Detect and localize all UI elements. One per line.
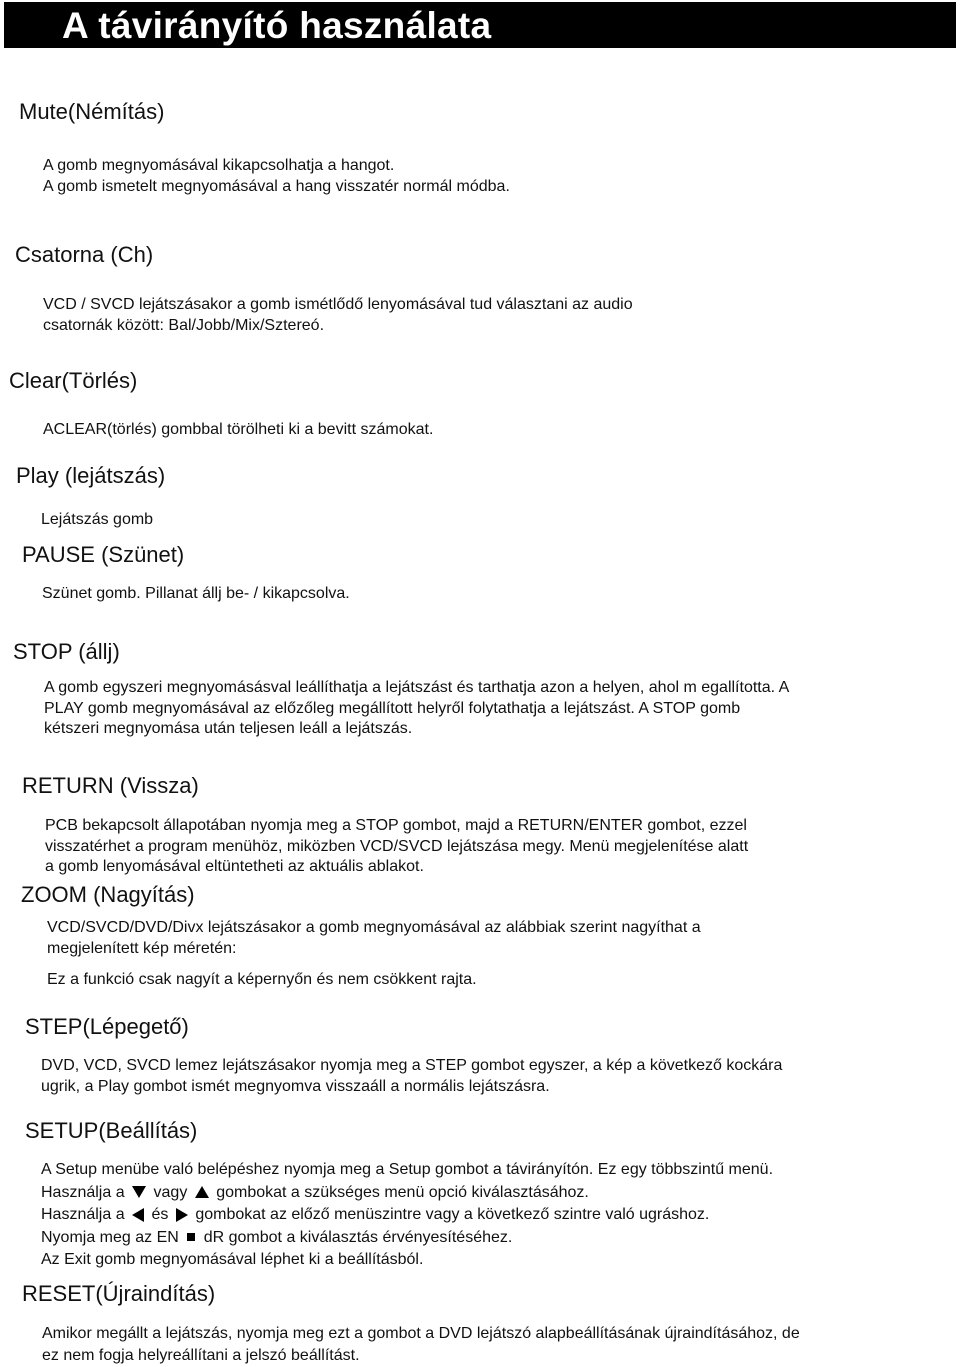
section-heading-stop: STOP (állj) xyxy=(13,639,120,664)
text-line: PCB bekapcsolt állapotában nyomja meg a STOP gombot, majd a RETURN/ENTER gombot, ezzel xyxy=(45,817,747,834)
text-fragment: Nyomja meg az EN xyxy=(41,1228,179,1246)
section-heading-zoom: ZOOM (Nagyítás) xyxy=(21,882,195,907)
zoom-note: Ez a funkció csak nagyít a képernyőn és nem csökkent rajta. xyxy=(47,971,477,988)
text-line: Amikor megállt a lejátszás, nyomja meg ezt a gombot a DVD lejátszó alapbeállításának újraindításához, de xyxy=(42,1325,800,1342)
text-line: A gomb megnyomásával kikapcsolhatja a hangot. xyxy=(43,157,395,174)
triangle-left-icon xyxy=(132,1208,144,1222)
section-text-setup xyxy=(41,1159,773,1272)
triangle-up-icon xyxy=(195,1186,209,1198)
text-fragment: gombokat az előző menüszintre vagy a következő szintre való ugráshoz. xyxy=(195,1206,710,1223)
title-banner xyxy=(4,2,956,48)
section-heading-channel: Csatorna (Ch) xyxy=(15,242,154,267)
section-heading-clear: Clear(Törlés) xyxy=(9,368,138,393)
section-text-return xyxy=(45,816,748,878)
section-text-step xyxy=(41,1056,782,1097)
text-line: PLAY gomb megnyomásával az előzőleg megállított helyről folytathatja a lejátszást. A STOP gomb xyxy=(44,699,741,717)
section-text-channel xyxy=(43,295,633,336)
section-text-zoom xyxy=(47,918,701,959)
section-heading-pause: PAUSE (Szünet) xyxy=(22,542,185,567)
text-line: csatornák között: Bal/Jobb/Mix/Sztereó. xyxy=(43,316,325,334)
triangle-right-icon xyxy=(176,1208,188,1222)
page-title: A távirányító használata xyxy=(62,5,492,46)
text-line xyxy=(41,1182,773,1205)
text-fragment: Használja a xyxy=(41,1206,125,1223)
section-text-pause xyxy=(42,584,350,605)
section-text-reset xyxy=(42,1323,800,1367)
text-line xyxy=(41,1204,773,1227)
text-line: A gomb egyszeri megnyomásásval leállíthatja a lejátszást és tarthatja azon a helyen, ahol m egallította. A xyxy=(44,679,790,696)
text-line: VCD / SVCD lejátszásakor a gomb ismétlődő lenyomásával tud választani az audio xyxy=(43,296,633,313)
text-line xyxy=(41,1227,773,1250)
text-fragment: és xyxy=(151,1206,169,1223)
text-line: Az Exit gomb megnyomásával léphet ki a beállításból. xyxy=(41,1251,424,1268)
text-line: Lejátszás gomb xyxy=(41,511,154,528)
text-fragment: gombokat a szükséges menü opció kiválasztásához. xyxy=(216,1183,589,1201)
text-fragment: Használja a xyxy=(41,1183,125,1201)
text-line: ez nem fogja helyreállítani a jelszó beállítást. xyxy=(42,1347,360,1364)
section-heading-reset: RESET(Újraindítás) xyxy=(22,1281,216,1306)
text-fragment: vagy xyxy=(153,1183,188,1201)
section-heading-return: RETURN (Vissza) xyxy=(22,773,199,798)
text-line: ACLEAR(törlés) gombbal törölheti ki a bevitt számokat. xyxy=(43,421,434,438)
triangle-down-icon xyxy=(132,1186,146,1198)
text-line: DVD, VCD, SVCD lemez lejátszásakor nyomja meg a STEP gombot egyszer, a kép a következő kockára xyxy=(41,1057,783,1074)
text-line: A gomb ismetelt megnyomásával a hang visszatér normál módba. xyxy=(43,177,510,195)
section-text-clear xyxy=(43,420,433,441)
text-line: ugrik, a Play gombot ismét megnyomva visszaáll a normális lejátszásra. xyxy=(41,1077,550,1095)
text-line: VCD/SVCD/DVD/Divx lejátszásakor a gomb megnyomásával az alábbiak szerint nagyíthat a xyxy=(47,919,701,936)
text-line: Szünet gomb. Pillanat állj be- / kikapcsolva. xyxy=(42,585,350,602)
text-line: a gomb lenyomásával eltüntetheti az aktuális ablakot. xyxy=(45,858,424,875)
section-text-play xyxy=(41,510,153,531)
section-text-stop xyxy=(44,678,789,740)
text-line: megjelenített kép méretén: xyxy=(47,939,237,957)
text-line: A Setup menübe való belépéshez nyomja meg a Setup gombot a távirányítón. Ez egy többszintű menü. xyxy=(41,1161,774,1178)
section-heading-step: STEP(Lépegető) xyxy=(25,1014,189,1039)
section-heading-play: Play (lejátszás) xyxy=(16,463,166,488)
section-heading-mute: Mute(Némítás) xyxy=(19,99,165,124)
section-heading-setup: SETUP(Beállítás) xyxy=(25,1118,198,1143)
text-line: kétszeri megnyomása után teljesen leáll a lejátszás. xyxy=(44,720,413,737)
text-fragment: dR gombot a kiválasztás érvényesítéséhez. xyxy=(203,1228,513,1246)
stop-square-icon xyxy=(187,1233,195,1241)
section-text-mute xyxy=(43,156,510,197)
text-line: visszatérhet a program menühöz, miközben VCD/SVCD lejátszása megy. Menü megjelenítése alatt xyxy=(45,837,749,855)
